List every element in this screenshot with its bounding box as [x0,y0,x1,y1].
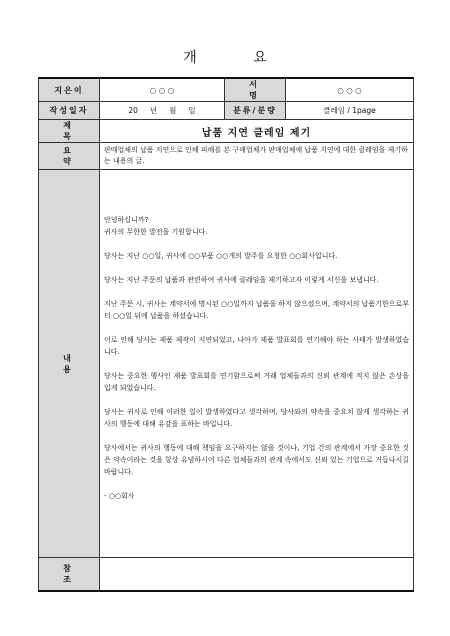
date-label: 작성일자 [39,102,100,120]
row-content [39,170,414,558]
summary-value: 판매업체의 납품 지연으로 인해 피해를 본 구매업체가 판매업체에 납품 지연에 대한 클레임을 제기하는 내용의 글. [100,143,414,170]
category-label: 분류/분량 [225,102,286,120]
row-author [39,78,414,102]
content-paragraph: 이로 인해 당사는 제품 제작이 지연되었고, 나아가 제품 발표회를 연기해야 하는 사태가 발생하였습니다. [104,335,409,356]
content-paragraph: 당사는 지난 주문의 납품과 관련하여 귀사에 클레임을 제기하고자 이렇게 서신을 보냅니다. [104,275,379,284]
signature-value: ○ ○ ○ [286,78,414,102]
content-signoff: - ○○회사 [104,491,135,500]
content-label: 내 용 [39,170,100,558]
category-value: 클레임 / 1page [286,102,414,120]
row-reference [39,558,414,591]
date-day-unit: 일 [188,106,196,115]
row-summary [39,143,414,170]
date-value [100,102,225,120]
row-date [39,102,414,120]
content-paragraph: 지난 주문 시, 귀사는 계약서에 명시된 ○○일까지 납품을 하지 않으셨으며, 계약서의 납품기한으로부터 ○○일 뒤에 납품을 하셨습니다. [104,299,409,320]
content-paragraph: 당사는 귀사로 인해 이러한 일이 발생하였다고 생각하며, 당사와의 약속을 중요치 않게 생각하는 귀사의 행동에 대해 유감을 표하는 바입니다. [104,407,409,428]
summary-table [38,77,414,592]
author-label: 지은이 [39,78,100,102]
author-value: ○ ○ ○ [100,78,225,102]
content-paragraph: 당사는 중요한 행사인 제품 발표회를 연기함으로써 거래 업체들과의 신뢰 관계에 적지 않은 손상을 입게 되었습니다. [104,371,409,392]
content-paragraph: 당사에서는 귀사의 행동에 대해 책임을 요구하지는 않을 것이나, 기업 간의 관계에서 가장 중요한 것은 약속이라는 것을 항상 유념하시어 다른 업체들과의 관계 속에서도 신뢰 있는 기업으로 거듭나시길 바랍니다. [104,443,409,476]
content-paragraph: 안녕하십니까? 귀사의 무한한 발전을 기원합니다. [104,215,208,236]
row-subject [39,120,414,143]
subject-label: 제 목 [39,120,100,143]
summary-label: 요 약 [39,143,100,170]
date-year-unit: 년 [149,106,158,115]
content-body [100,170,414,558]
subject-value: 납품 지연 클레임 제기 [100,120,414,143]
date-month-unit: 월 [169,106,177,115]
date-year: 20 [128,106,138,115]
signature-label: 서 명 [225,78,286,102]
reference-label: 참 조 [39,558,100,591]
content-paragraph: 당사는 지난 ○○일, 귀사에 ○○부품 ○○개의 발주를 요청한 ○○회사입니다. [104,251,338,260]
reference-value [100,558,414,591]
page-title: 개 요 [183,50,293,66]
